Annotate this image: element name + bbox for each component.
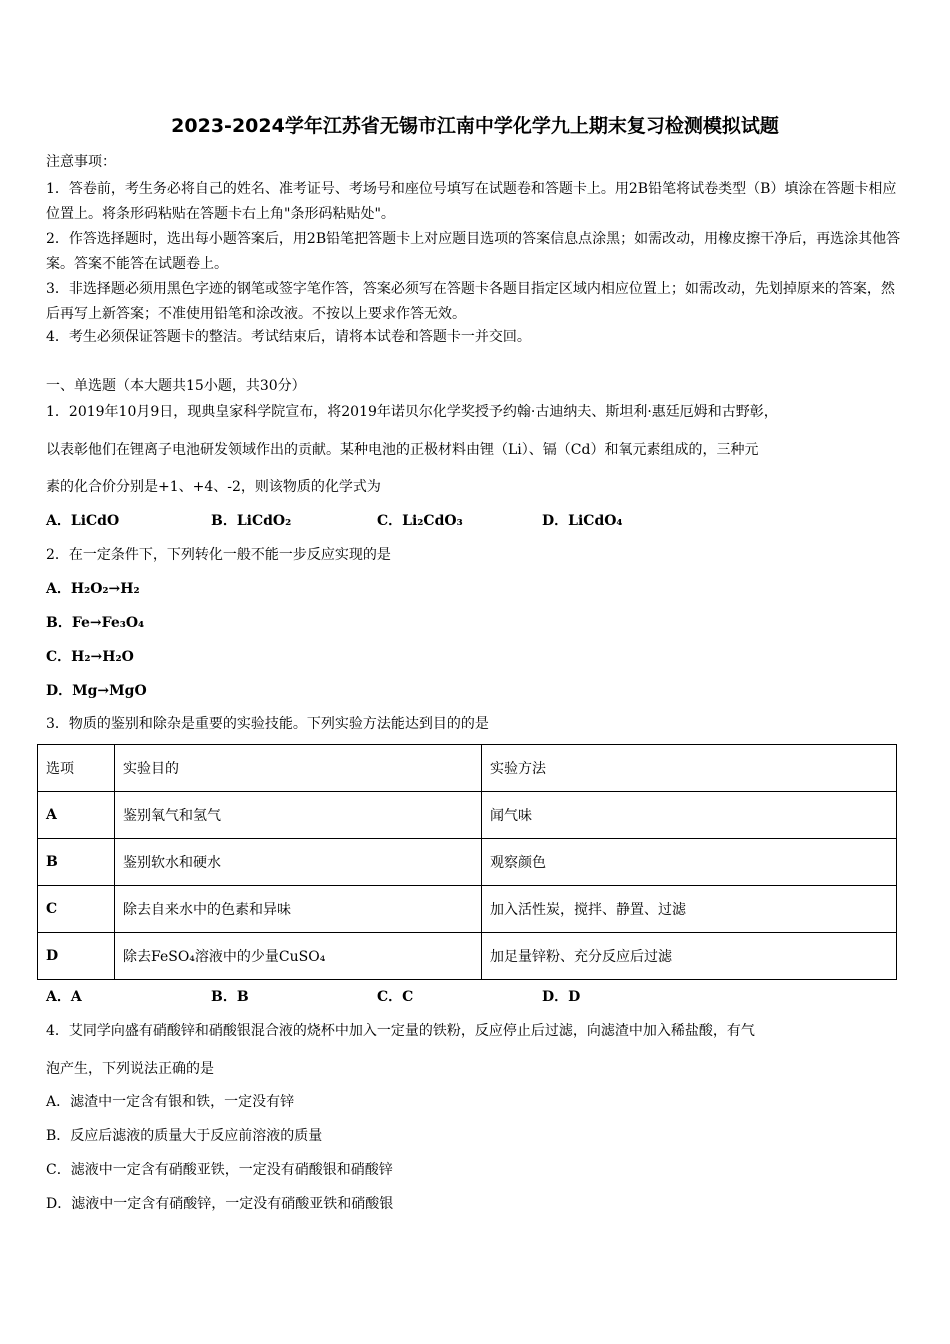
- q1-stem-line-2: 以表彰他们在锂离子电池研发领域作出的贡献。某种电池的正极材料由锂（Li）、镉（Cd）和氧元素组成的，三种元: [46, 442, 759, 458]
- notice-item-4: 4．考生必须保证答题卡的整洁。考试结束后，请将本试卷和答题卡一并交回。: [46, 329, 531, 345]
- q2-option-a[interactable]: A．H₂O₂→H₂: [46, 581, 140, 597]
- q1-option-b[interactable]: B．LiCdO₂: [211, 513, 292, 529]
- table-cell: 鉴别氧气和氢气: [115, 792, 482, 839]
- table-cell: D: [38, 933, 115, 980]
- q3-option-c[interactable]: C．C: [377, 989, 414, 1005]
- q1-option-d[interactable]: D．LiCdO₄: [542, 513, 623, 529]
- q2-stem: 2．在一定条件下，下列转化一般不能一步反应实现的是: [46, 547, 391, 563]
- q2-option-c[interactable]: C．H₂→H₂O: [46, 649, 134, 665]
- q3-option-b[interactable]: B．B: [211, 989, 249, 1005]
- table-cell: 鉴别软水和硬水: [115, 839, 482, 886]
- q4-option-b[interactable]: B．反应后滤液的质量大于反应前溶液的质量: [46, 1128, 323, 1144]
- notice-item-3: 3．非选择题必须用黑色字迹的钢笔或签字笔作答，答案必须写在答题卡各题目指定区域内相应位置上；如需改动，先划掉原来的答案，然后再写上新答案；不准使用铅笔和涂改液。不按以上要求作答无效。: [46, 281, 895, 322]
- q4-option-a[interactable]: A．滤渣中一定含有银和铁，一定没有锌: [46, 1094, 295, 1110]
- table-header: 实验方法: [482, 745, 897, 792]
- q1-option-c[interactable]: C．Li₂CdO₃: [377, 513, 463, 529]
- table-cell: 除去FeSO₄溶液中的少量CuSO₄: [115, 933, 482, 980]
- table-header: 实验目的: [115, 745, 482, 792]
- q4-stem-line-1: 4．艾同学向盛有硝酸锌和硝酸银混合液的烧杯中加入一定量的铁粉，反应停止后过滤，向滤渣中加入稀盐酸，有气: [46, 1023, 755, 1039]
- table-cell: 除去自来水中的色素和异味: [115, 886, 482, 933]
- table-cell: 加入活性炭，搅拌、静置、过滤: [482, 886, 897, 933]
- notice-item-2: 2．作答选择题时，选出每小题答案后，用2B铅笔把答题卡上对应题目选项的答案信息点涂黑；如需改动，用橡皮擦干净后，再选涂其他答案。答案不能答在试题卷上。: [46, 231, 901, 272]
- page-title: 2023-2024学年江苏省无锡市江南中学化学九上期末复习检测模拟试题: [171, 115, 779, 137]
- q4-option-c[interactable]: C．滤液中一定含有硝酸亚铁，一定没有硝酸银和硝酸锌: [46, 1162, 393, 1178]
- q3-stem: 3．物质的鉴别和除杂是重要的实验技能。下列实验方法能达到目的的是: [46, 716, 489, 732]
- q3-table: [37, 744, 897, 980]
- table-cell: 加足量锌粉、充分反应后过滤: [482, 933, 897, 980]
- table-header-row: [38, 745, 897, 792]
- table-cell: A: [38, 792, 115, 839]
- q3-option-a[interactable]: A．A: [46, 989, 82, 1005]
- q1-option-a[interactable]: A．LiCdO: [46, 513, 120, 529]
- q3-option-d[interactable]: D．D: [542, 989, 581, 1005]
- section-heading: 一、单选题（本大题共15小题，共30分）: [46, 378, 306, 394]
- q1-stem-line-1: 1．2019年10月9日，现典皇家科学院宣布，将2019年诺贝尔化学奖授予约翰·古迪纳夫、斯坦利·惠廷厄姆和古野彰，: [46, 404, 778, 420]
- table-cell: 观察颜色: [482, 839, 897, 886]
- table-cell: C: [38, 886, 115, 933]
- notice-item-1: 1．答卷前，考生务必将自己的姓名、准考证号、考场号和座位号填写在试题卷和答题卡上。用2B铅笔将试卷类型（B）填涂在答题卡相应位置上。将条形码粘贴在答题卡右上角"条形码粘贴处"。: [46, 181, 897, 222]
- q4-option-d[interactable]: D．滤液中一定含有硝酸锌，一定没有硝酸亚铁和硝酸银: [46, 1196, 394, 1212]
- table-header: 选项: [38, 745, 115, 792]
- table-cell: 闻气味: [482, 792, 897, 839]
- table-row: [38, 886, 897, 933]
- table-cell: B: [38, 839, 115, 886]
- notice-heading: 注意事项：: [46, 154, 116, 170]
- q2-option-b[interactable]: B．Fe→Fe₃O₄: [46, 615, 145, 631]
- q2-option-d[interactable]: D．Mg→MgO: [46, 683, 147, 699]
- table-row: [38, 792, 897, 839]
- q4-stem-line-2: 泡产生，下列说法正确的是: [46, 1061, 214, 1077]
- q1-stem-line-3: 素的化合价分别是+1、+4、-2，则该物质的化学式为: [46, 479, 381, 495]
- table-row: [38, 933, 897, 980]
- table-row: [38, 839, 897, 886]
